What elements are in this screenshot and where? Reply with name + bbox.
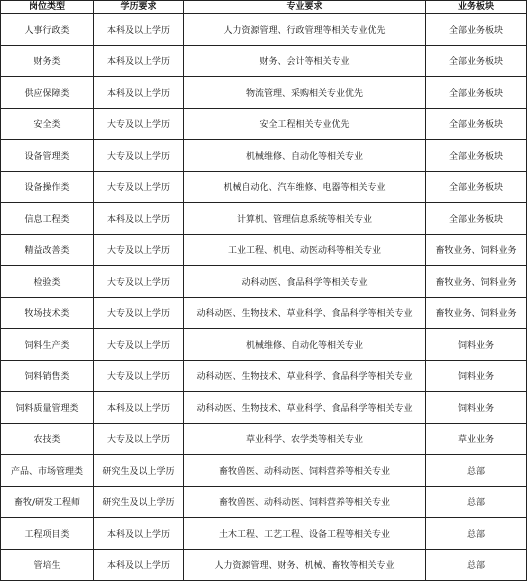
table-row: [1, 518, 527, 550]
major-cell: 安全工程相关专业优先: [184, 108, 426, 140]
business-unit-cell: 饲料业务: [426, 360, 527, 392]
table-row: [1, 423, 527, 455]
education-cell: 大专及以上学历: [94, 234, 184, 266]
position-type-cell: 饲料生产类: [1, 329, 94, 361]
education-cell: 本科及以上学历: [94, 14, 184, 46]
position-type-cell: 工程项目类: [1, 518, 94, 550]
position-type-cell: 检验类: [1, 266, 94, 298]
table-row: [1, 45, 527, 77]
table-row: [1, 234, 527, 266]
header-position-type: 岗位类型: [1, 1, 94, 14]
table-row: [1, 266, 527, 298]
position-type-cell: 安全类: [1, 108, 94, 140]
table-row: [1, 486, 527, 518]
position-type-cell: 设备管理类: [1, 140, 94, 172]
major-cell: 动科动医、生物技术、草业科学、食品科学等相关专业: [184, 360, 426, 392]
position-type-cell: 财务类: [1, 45, 94, 77]
education-cell: 本科及以上学历: [94, 518, 184, 550]
business-unit-cell: 畜牧业务、饲料业务: [426, 234, 527, 266]
table-row: [1, 171, 527, 203]
education-cell: 本科及以上学历: [94, 45, 184, 77]
major-cell: 畜牧兽医、动科动医、饲料营养等相关专业: [184, 486, 426, 518]
position-type-cell: 精益改善类: [1, 234, 94, 266]
business-unit-cell: 畜牧业务、饲料业务: [426, 266, 527, 298]
business-unit-cell: 总部: [426, 549, 527, 581]
position-type-cell: 信息工程类: [1, 203, 94, 235]
position-type-cell: 农技类: [1, 423, 94, 455]
education-cell: 大专及以上学历: [94, 266, 184, 298]
table-row: [1, 549, 527, 581]
table-row: [1, 329, 527, 361]
table-row: [1, 455, 527, 487]
major-cell: 人力资源管理、行政管理等相关专业优先: [184, 14, 426, 46]
major-cell: 人力资源管理、财务、机械、畜牧等相关专业: [184, 549, 426, 581]
education-cell: 本科及以上学历: [94, 392, 184, 424]
header-education: 学历要求: [94, 1, 184, 14]
major-cell: 计算机、管理信息系统等相关专业: [184, 203, 426, 235]
business-unit-cell: 全部业务板块: [426, 108, 527, 140]
major-cell: 机械维修、自动化等相关专业: [184, 329, 426, 361]
major-cell: 畜牧兽医、动科动医、饲料营养等相关专业: [184, 455, 426, 487]
header-major: 专业要求: [184, 1, 426, 14]
education-cell: 研究生及以上学历: [94, 486, 184, 518]
education-cell: 大专及以上学历: [94, 329, 184, 361]
business-unit-cell: 全部业务板块: [426, 203, 527, 235]
position-type-cell: 牧场技术类: [1, 297, 94, 329]
position-type-cell: 饲料质量管理类: [1, 392, 94, 424]
education-cell: 本科及以上学历: [94, 203, 184, 235]
business-unit-cell: 饲料业务: [426, 329, 527, 361]
table-header: [1, 1, 527, 14]
position-type-cell: 饲料销售类: [1, 360, 94, 392]
business-unit-cell: 畜牧业务、饲料业务: [426, 297, 527, 329]
education-cell: 大专及以上学历: [94, 140, 184, 172]
business-unit-cell: 全部业务板块: [426, 171, 527, 203]
education-cell: 大专及以上学历: [94, 423, 184, 455]
major-cell: 物流管理、采购相关专业优先: [184, 77, 426, 109]
education-cell: 大专及以上学历: [94, 360, 184, 392]
major-cell: 动科动医、生物技术、草业科学、食品科学等相关专业: [184, 297, 426, 329]
education-cell: 大专及以上学历: [94, 297, 184, 329]
education-cell: 本科及以上学历: [94, 77, 184, 109]
table-body: [1, 14, 527, 581]
major-cell: 动科动医、生物技术、草业科学、食品科学等相关专业: [184, 392, 426, 424]
table-row: [1, 14, 527, 46]
table-row: [1, 77, 527, 109]
position-type-cell: 设备操作类: [1, 171, 94, 203]
header-row: [1, 1, 527, 14]
position-type-cell: 畜牧/研发工程师: [1, 486, 94, 518]
business-unit-cell: 全部业务板块: [426, 77, 527, 109]
education-cell: 大专及以上学历: [94, 108, 184, 140]
business-unit-cell: 总部: [426, 455, 527, 487]
header-business-unit: 业务板块: [426, 1, 527, 14]
business-unit-cell: 总部: [426, 486, 527, 518]
business-unit-cell: 全部业务板块: [426, 14, 527, 46]
table-row: [1, 203, 527, 235]
major-cell: 草业科学、农学类等相关专业: [184, 423, 426, 455]
major-cell: 财务、会计等相关专业: [184, 45, 426, 77]
business-unit-cell: 全部业务板块: [426, 140, 527, 172]
business-unit-cell: 饲料业务: [426, 392, 527, 424]
table-row: [1, 140, 527, 172]
business-unit-cell: 草业业务: [426, 423, 527, 455]
table-row: [1, 360, 527, 392]
major-cell: 动科动医、食品科学等相关专业: [184, 266, 426, 298]
position-type-cell: 管培生: [1, 549, 94, 581]
position-type-cell: 人事行政类: [1, 14, 94, 46]
education-cell: 本科及以上学历: [94, 549, 184, 581]
business-unit-cell: 全部业务板块: [426, 45, 527, 77]
position-type-cell: 产品、市场管理类: [1, 455, 94, 487]
major-cell: 机械自动化、汽车维修、电器等相关专业: [184, 171, 426, 203]
education-cell: 研究生及以上学历: [94, 455, 184, 487]
table-row: [1, 392, 527, 424]
position-type-cell: 供应保障类: [1, 77, 94, 109]
major-cell: 土木工程、工艺工程、设备工程等相关专业: [184, 518, 426, 550]
education-cell: 大专及以上学历: [94, 171, 184, 203]
table-row: [1, 108, 527, 140]
table-row: [1, 297, 527, 329]
business-unit-cell: 总部: [426, 518, 527, 550]
major-cell: 机械维修、自动化等相关专业: [184, 140, 426, 172]
major-cell: 工业工程、机电、动医动科等相关专业: [184, 234, 426, 266]
